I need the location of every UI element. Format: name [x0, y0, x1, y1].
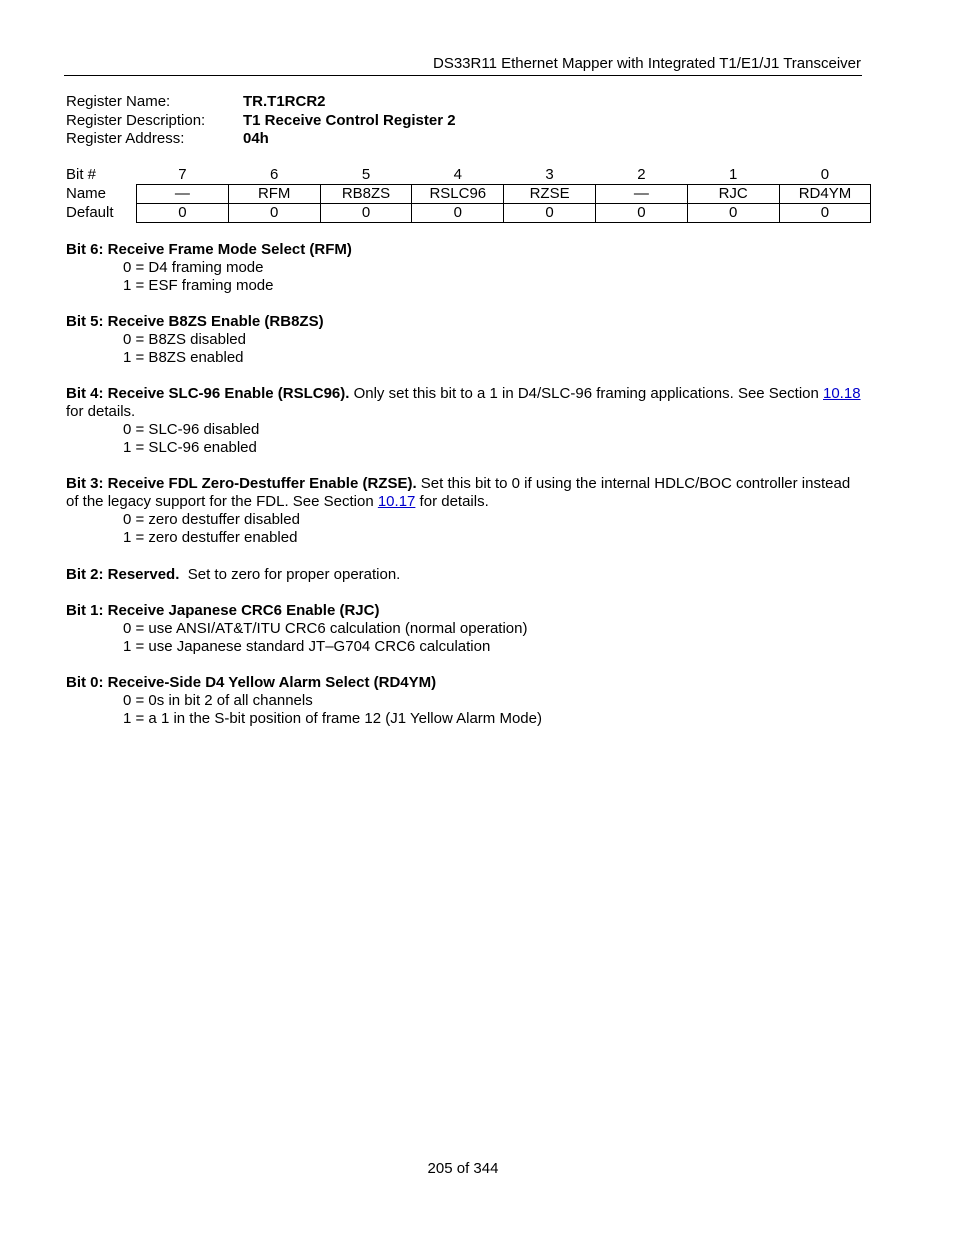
bit-name-cell: RD4YM	[779, 185, 871, 204]
bit-name-cell: RZSE	[504, 185, 596, 204]
bit4-option-0: 0 = SLC-96 disabled	[123, 421, 260, 438]
bit-default-cell: 0	[412, 204, 504, 223]
bit-layout-table	[64, 166, 871, 223]
bit2-description	[66, 566, 866, 584]
bit2-heading: Bit 2: Reserved.	[66, 566, 180, 583]
bit3-description	[66, 475, 866, 547]
bit1-description	[66, 602, 866, 656]
document-header-title: DS33R11 Ethernet Mapper with Integrated T1/E1/J1 Transceiver	[432, 55, 861, 72]
bit-number: 3	[545, 166, 554, 183]
bit6-option-0: 0 = D4 framing mode	[123, 259, 264, 276]
bit0-option-1: 1 = a 1 in the S-bit position of frame 12 (J1 Yellow Alarm Mode)	[123, 710, 542, 727]
register-address-label: Register Address:	[66, 130, 185, 147]
row-label-default: Default	[66, 204, 114, 221]
bit2-text: Set to zero for proper operation.	[179, 566, 401, 583]
register-name-value: TR.T1RCR2	[243, 93, 326, 110]
bit-default-cell: 0	[504, 204, 596, 223]
bit4-option-1: 1 = SLC-96 enabled	[123, 439, 257, 456]
bit-default-cell: 0	[228, 204, 320, 223]
section-link-10-17[interactable]: 10.17	[377, 493, 416, 510]
bit-name-cell: RFM	[228, 185, 320, 204]
bit-default-row	[64, 204, 871, 223]
bit0-option-0: 0 = 0s in bit 2 of all channels	[123, 692, 313, 709]
bit5-description	[66, 313, 866, 367]
bit3-option-0: 0 = zero destuffer disabled	[123, 511, 300, 528]
bit4-text: Only set this bit to a 1 in D4/SLC-96 framing applications. See Section	[349, 385, 823, 402]
bit-number: 4	[453, 166, 462, 183]
bit1-option-1: 1 = use Japanese standard JT–G704 CRC6 calculation	[123, 638, 491, 655]
bit-number: 7	[178, 166, 187, 183]
bit-number: 6	[270, 166, 279, 183]
bit-number: 1	[729, 166, 738, 183]
bit-default-cell: 0	[779, 204, 871, 223]
bit5-option-0: 0 = B8ZS disabled	[123, 331, 246, 348]
bit5-option-1: 1 = B8ZS enabled	[123, 349, 244, 366]
bit-name-row	[64, 185, 871, 204]
bit-name-cell: —	[137, 185, 229, 204]
bit1-option-0: 0 = use ANSI/AT&T/ITU CRC6 calculation (normal operation)	[123, 620, 528, 637]
register-address-value: 04h	[243, 130, 269, 147]
bit5-heading: Bit 5: Receive B8ZS Enable (RB8ZS)	[66, 313, 324, 330]
register-description-label: Register Description:	[66, 111, 206, 129]
bit6-option-1: 1 = ESF framing mode	[123, 277, 274, 294]
bit0-heading: Bit 0: Receive-Side D4 Yellow Alarm Select (RD4YM)	[66, 674, 437, 691]
register-name-label: Register Name:	[66, 93, 171, 110]
bit3-option-1: 1 = zero destuffer enabled	[123, 529, 298, 546]
bit-name-cell: RB8ZS	[320, 185, 412, 204]
bit1-heading: Bit 1: Receive Japanese CRC6 Enable (RJC)	[66, 602, 380, 619]
bit4-text-end: for details.	[66, 403, 136, 420]
section-link-10-18[interactable]: 10.18	[823, 385, 861, 402]
register-info	[66, 93, 456, 149]
bit-number-row	[64, 166, 871, 185]
bit6-description	[66, 241, 866, 295]
bit-number: 2	[637, 166, 646, 183]
bit3-text-end: for details.	[415, 493, 489, 510]
bit6-heading: Bit 6: Receive Frame Mode Select (RFM)	[66, 241, 352, 258]
bit-name-cell: RJC	[687, 185, 779, 204]
bit-name-cell: RSLC96	[412, 185, 504, 204]
row-label-name: Name	[66, 185, 107, 202]
bit-number: 0	[820, 166, 830, 183]
page-number: 205 of 344	[427, 1160, 499, 1177]
bit-default-cell: 0	[687, 204, 779, 223]
row-label-bit: Bit #	[66, 166, 97, 184]
bit3-paragraph	[66, 475, 866, 511]
bit-number: 5	[361, 166, 371, 183]
bit0-description	[66, 674, 866, 728]
bit4-paragraph	[66, 385, 866, 421]
bit-default-cell: 0	[595, 204, 687, 223]
bit3-text: Set this bit to 0 if using the internal HDLC/BOC controller instead of the legacy support for the FDL. See Section	[66, 475, 851, 510]
header-divider	[64, 75, 862, 76]
bit-name-cell: —	[595, 185, 687, 204]
bit4-heading: Bit 4: Receive SLC-96 Enable (RSLC96).	[66, 385, 350, 402]
register-description-value: T1 Receive Control Register 2	[243, 111, 456, 129]
bit3-heading: Bit 3: Receive FDL Zero-Destuffer Enable (RZSE).	[66, 475, 417, 492]
bit-default-cell: 0	[320, 204, 412, 223]
bit4-description	[66, 385, 866, 457]
bit-default-cell: 0	[137, 204, 229, 223]
